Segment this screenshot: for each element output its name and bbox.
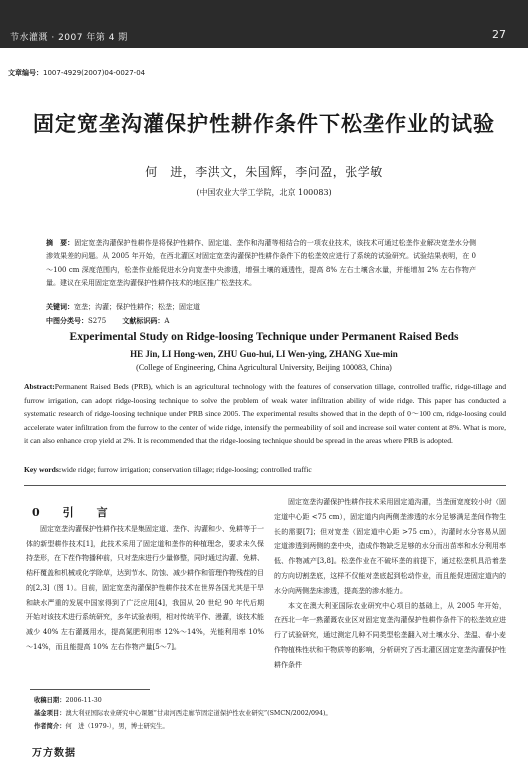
keywords-text: 宽垄；沟灌；保护性耕作；松垄；固定道 [74,303,200,311]
article-number-value: 1007-4929(2007)04-0027-04 [43,69,146,77]
chinese-keywords [46,302,476,312]
section-divider [24,485,506,486]
left-column [26,522,264,654]
paragraph: 固定宽垄沟灌保护性耕作技术是集固定道、垄作、沟灌和少、免耕等于一体的新型耕作技术[1]，此技术采用了固定道和垄作的种植理念，要求未久保持垄形，在下茬作物播种前，只对垄床进行少量修整，同时通过沟灌、免耕、秸秆覆盖和机械或化学除草，达到节水、防蚀、减少耕作和管理作物残茬的目的[2,3]（图 1）。目前，固定宽垄沟灌保护性耕作技术在世界各国尤其是干旱和缺水严重的发展中国家得到了广泛应用[4]，我国从 20 世纪 90 年代后期开始对该技术进行系统研究，多年试验表明，相对传统平作、漫灌，该技术能减少 40% 左右灌溉用水，提高氮肥利用率 12%～14%，光能利用率 10%～14%，而且能提高 10% 左右作物产量[5～7]。 [26,525,264,651]
english-title: Experimental Study on Ridge-loosing Technique under Permanent Raised Beds [69,331,459,343]
abstract-text: 固定宽垄沟灌保护性耕作是将保护性耕作、固定道、垄作和沟灌等相结合的一项农业技术，该技术可通过松垄作业解决宽垄水分侧渗效果差的问题。从 2005 年开始，在西北灌区对固定宽垄沟灌保护性耕作条件下的松垄效应进行了系统的试验研究。试验结果表明，在 0～100 cm 深度范围内，松垄作业能促进水分向宽垄中央渗透，增强土壤的通透性，提高 8% 左右土壤含水量，并能增加 2% 左右作物产量。建议在采用固定宽垄沟灌保护性耕作技术的地区推广松垄技术。 [46,239,477,288]
english-abstract-text: Permanent Raised Beds (PRB), which is an agricultural technology with the features of conservation tillage, controlled traffic, ridge-tillage and furrow irrigation, can adopt ridge-loosing technique to solve the problem of weak water infiltration ability of wide ridge. This paper has conducted a systematic research of ridge-loosing technique under PRB since 2005. The experimental results showed that in the depth of 0～100 cm, ridge-loosing could accelerate water infiltration from the furrow to the center of wide ridge, intensify the permeability of soil and increase soil water content at 8%. What is more, it can also enhance crop yield at 2%. It is recommended that the ridge-loosing technique should be spread in the areas where PRB is adopted. [24,382,506,446]
doc-code-value: A [164,317,170,325]
footnote-fund [34,708,332,717]
article-number [8,68,145,78]
english-affiliation: (College of Engineering, China Agricultural University, Beijing 100083, China) [136,363,392,372]
english-keywords [24,465,506,474]
abstract-label: 摘 要： [46,238,75,247]
right-column [274,495,506,673]
clc-value: S275 [88,317,107,325]
author-list: 何 进，李洪文，朱国辉，李问盈，张学敏 [145,165,383,179]
chinese-abstract [46,236,476,291]
doc-code-label: 文献标识码： [122,316,165,325]
author-bio-text: 何 进（1979-），男，博士研究生。 [65,723,169,730]
english-authors: HE Jin, LI Hong-wen, ZHU Guo-hui, LI Wen-ying, ZHANG Xue-min [130,349,398,359]
author-bio-label: 作者简介： [34,723,66,730]
clc-label: 中图分类号： [46,316,88,325]
affiliation: (中国农业大学工学院，北京 100083) [196,188,332,197]
paragraph: 本文在澳大利亚国际农业研究中心项目的基础上，从 2005 年开始，在西北一年一熟灌溉农业区对固定宽垄沟灌保护性耕作条件下的松垄效应进行了试验研究，通过测定几种不同类型松垄翻入对土壤水分、垄温、春小麦作物植株性状和干物质等的影响，分析研究了西北灌区固定宽垄沟灌保护性耕作条件 [274,601,506,669]
page-number: 27 [492,28,506,41]
fund-label: 基金项目： [34,710,66,717]
english-abstract-label: Abstract: [24,382,55,391]
received-label: 收稿日期： [34,697,66,704]
english-keywords-text: wide ridge; furrow irrigation; conservation tillage; ridge-loosing; controlled traffic [61,465,312,474]
journal-name: 节水灌溉 · 2007 年第 4 期 [10,33,128,43]
paragraph: 固定宽垄沟灌保护性耕作技术采用固定道沟灌，当垄面宽度较小时（固定道中心距 <75 cm），固定道内向两侧垄渗透的水分足够满足垄间作物生长的需要[7]；但对宽垄（固定道中心距 >75 cm），沟灌时水分容易从固定道渗透到两侧的垄中央，造成作物缺乏足够的水分而出苗率和水分利用率低、作物减产[3,8]。松垄作业在不破坏垄的前提下，通过松垄机具沿着垄的方向切割垄底，这样不仅能对垄底起到松动作业，而且能促进固定道内的水分向两侧垄床渗透，提高垄的渗水能力。 [274,498,506,595]
article-number-label: 文章编号： [8,69,43,77]
english-abstract [24,380,506,448]
footnote-rule [30,689,150,690]
classification-line [46,316,476,326]
english-keywords-label: Key words: [24,465,62,474]
database-watermark: 万方数据 [32,748,76,759]
footnote-received [34,695,102,704]
article-title: 固定宽垄沟灌保护性耕作条件下松垄作业的试验 [33,111,495,136]
footnote-author [34,721,169,730]
keywords-label: 关键词： [46,302,74,311]
fund-text: 澳大利亚国际农业研究中心课题“甘肃河西走廊节固定道保护性农业研究”(SMCN/2002/094)。 [65,710,332,717]
section-heading-introduction: 0 引 言 [32,506,114,519]
received-date: 2006-11-30 [65,697,102,704]
